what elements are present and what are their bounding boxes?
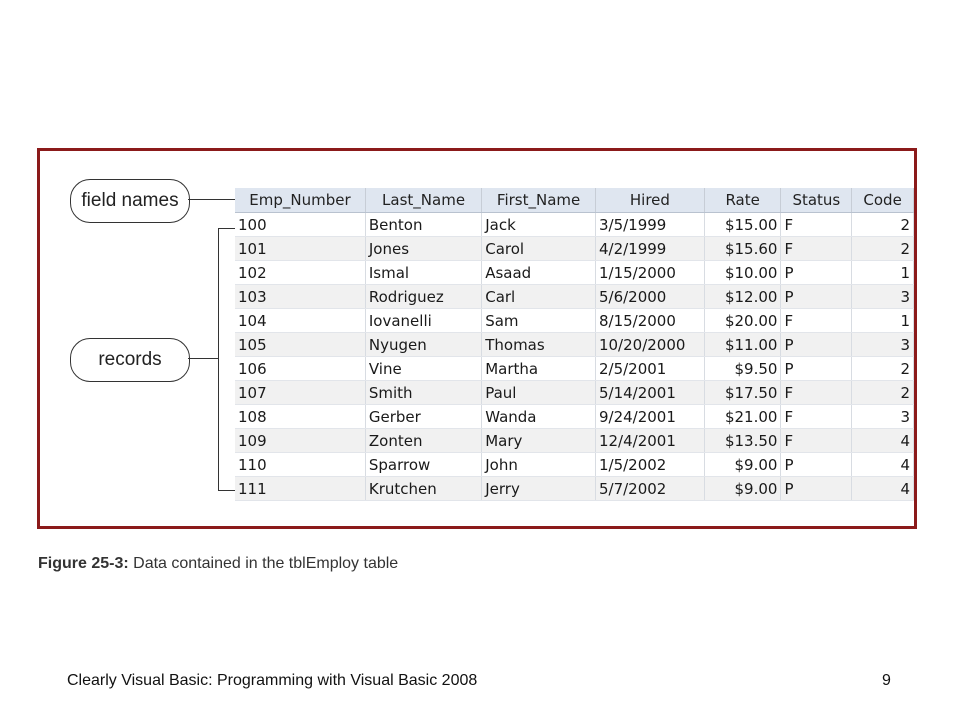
table-cell: F bbox=[781, 213, 852, 237]
table-cell: Jones bbox=[365, 237, 481, 261]
table-cell: 1/15/2000 bbox=[595, 261, 704, 285]
table-cell: $17.50 bbox=[704, 381, 781, 405]
table-cell: Rodriguez bbox=[365, 285, 481, 309]
table-cell: Krutchen bbox=[365, 477, 481, 501]
table-cell: $15.00 bbox=[704, 213, 781, 237]
table-cell: F bbox=[781, 429, 852, 453]
table-cell: Smith bbox=[365, 381, 481, 405]
figure-frame bbox=[37, 148, 917, 529]
table-cell: 1 bbox=[852, 261, 914, 285]
column-header: Hired bbox=[595, 188, 704, 213]
employee-table bbox=[235, 188, 914, 501]
table-cell: 9/24/2001 bbox=[595, 405, 704, 429]
table-cell: Iovanelli bbox=[365, 309, 481, 333]
table-cell: F bbox=[781, 381, 852, 405]
table-cell: Carol bbox=[482, 237, 596, 261]
caption-label: Figure 25-3: bbox=[38, 555, 129, 572]
table-cell: 2/5/2001 bbox=[595, 357, 704, 381]
table-cell: John bbox=[482, 453, 596, 477]
table-cell: Nyugen bbox=[365, 333, 481, 357]
table-cell: $9.00 bbox=[704, 477, 781, 501]
table-cell: $9.50 bbox=[704, 357, 781, 381]
table-cell: P bbox=[781, 357, 852, 381]
table-cell: 108 bbox=[235, 405, 365, 429]
records-label: records bbox=[98, 349, 162, 370]
table-row bbox=[235, 285, 914, 309]
table-cell: 106 bbox=[235, 357, 365, 381]
table-cell: F bbox=[781, 237, 852, 261]
table-cell: P bbox=[781, 477, 852, 501]
column-header: Emp_Number bbox=[235, 188, 365, 213]
table-cell: 100 bbox=[235, 213, 365, 237]
table-cell: 4 bbox=[852, 429, 914, 453]
column-header: First_Name bbox=[482, 188, 596, 213]
column-header: Last_Name bbox=[365, 188, 481, 213]
table-cell: $13.50 bbox=[704, 429, 781, 453]
table-cell: $9.00 bbox=[704, 453, 781, 477]
table-cell: 1/5/2002 bbox=[595, 453, 704, 477]
table-row bbox=[235, 477, 914, 501]
table-cell: Jack bbox=[482, 213, 596, 237]
table-cell: Mary bbox=[482, 429, 596, 453]
records-callout bbox=[70, 338, 190, 382]
table-row bbox=[235, 405, 914, 429]
table-cell: P bbox=[781, 285, 852, 309]
table-cell: 107 bbox=[235, 381, 365, 405]
table-cell: 12/4/2001 bbox=[595, 429, 704, 453]
table-cell: 4 bbox=[852, 453, 914, 477]
table-cell: $21.00 bbox=[704, 405, 781, 429]
table-row bbox=[235, 453, 914, 477]
table-cell: 3 bbox=[852, 285, 914, 309]
footer-title: Clearly Visual Basic: Programming with Visual Basic 2008 bbox=[67, 672, 478, 689]
table-cell: Asaad bbox=[482, 261, 596, 285]
table-cell: $11.00 bbox=[704, 333, 781, 357]
table-cell: 104 bbox=[235, 309, 365, 333]
table-cell: Jerry bbox=[482, 477, 596, 501]
table-cell: 3/5/1999 bbox=[595, 213, 704, 237]
table-row bbox=[235, 213, 914, 237]
table-cell: 102 bbox=[235, 261, 365, 285]
table-cell: 4 bbox=[852, 477, 914, 501]
table-cell: Carl bbox=[482, 285, 596, 309]
table-row bbox=[235, 333, 914, 357]
table-cell: 4/2/1999 bbox=[595, 237, 704, 261]
column-header: Rate bbox=[704, 188, 781, 213]
table-cell: Benton bbox=[365, 213, 481, 237]
table-cell: Sam bbox=[482, 309, 596, 333]
field-names-label: field names bbox=[81, 190, 179, 211]
table-row bbox=[235, 357, 914, 381]
table-cell: 3 bbox=[852, 333, 914, 357]
caption-text: Data contained in the tblEmploy table bbox=[133, 555, 399, 572]
table-cell: $12.00 bbox=[704, 285, 781, 309]
page-number: 9 bbox=[882, 672, 891, 689]
table-cell: 1 bbox=[852, 309, 914, 333]
table-cell: P bbox=[781, 453, 852, 477]
table-cell: 3 bbox=[852, 405, 914, 429]
table-cell: Ismal bbox=[365, 261, 481, 285]
records-bracket-vertical bbox=[218, 228, 219, 490]
table-cell: 111 bbox=[235, 477, 365, 501]
table-cell: 109 bbox=[235, 429, 365, 453]
table-cell: 2 bbox=[852, 381, 914, 405]
column-header: Status bbox=[781, 188, 852, 213]
table-cell: F bbox=[781, 309, 852, 333]
table-cell: F bbox=[781, 405, 852, 429]
table-cell: 8/15/2000 bbox=[595, 309, 704, 333]
table-cell: 101 bbox=[235, 237, 365, 261]
table-cell: $15.60 bbox=[704, 237, 781, 261]
table-cell: $20.00 bbox=[704, 309, 781, 333]
table-row bbox=[235, 261, 914, 285]
table-row bbox=[235, 429, 914, 453]
table-row bbox=[235, 237, 914, 261]
table-cell: 5/14/2001 bbox=[595, 381, 704, 405]
figure-caption bbox=[38, 555, 398, 573]
field-names-callout bbox=[70, 179, 190, 223]
table-cell: P bbox=[781, 261, 852, 285]
table-cell: 10/20/2000 bbox=[595, 333, 704, 357]
records-bracket-top bbox=[218, 228, 235, 229]
table-row bbox=[235, 309, 914, 333]
table-cell: 105 bbox=[235, 333, 365, 357]
table-cell: Sparrow bbox=[365, 453, 481, 477]
table-row bbox=[235, 381, 914, 405]
records-connector bbox=[188, 358, 218, 359]
table-cell: Gerber bbox=[365, 405, 481, 429]
records-bracket-bottom bbox=[218, 490, 235, 491]
table-cell: 5/7/2002 bbox=[595, 477, 704, 501]
table-cell: P bbox=[781, 333, 852, 357]
field-names-connector bbox=[188, 199, 235, 200]
table-cell: 2 bbox=[852, 237, 914, 261]
table-cell: 2 bbox=[852, 213, 914, 237]
table-header-row bbox=[235, 188, 914, 213]
table-cell: Vine bbox=[365, 357, 481, 381]
table-cell: 110 bbox=[235, 453, 365, 477]
table-cell: $10.00 bbox=[704, 261, 781, 285]
table-cell: Thomas bbox=[482, 333, 596, 357]
table-cell: Paul bbox=[482, 381, 596, 405]
table-cell: Martha bbox=[482, 357, 596, 381]
column-header: Code bbox=[852, 188, 914, 213]
table-cell: Wanda bbox=[482, 405, 596, 429]
table-cell: 2 bbox=[852, 357, 914, 381]
table-cell: Zonten bbox=[365, 429, 481, 453]
table-cell: 103 bbox=[235, 285, 365, 309]
table-cell: 5/6/2000 bbox=[595, 285, 704, 309]
